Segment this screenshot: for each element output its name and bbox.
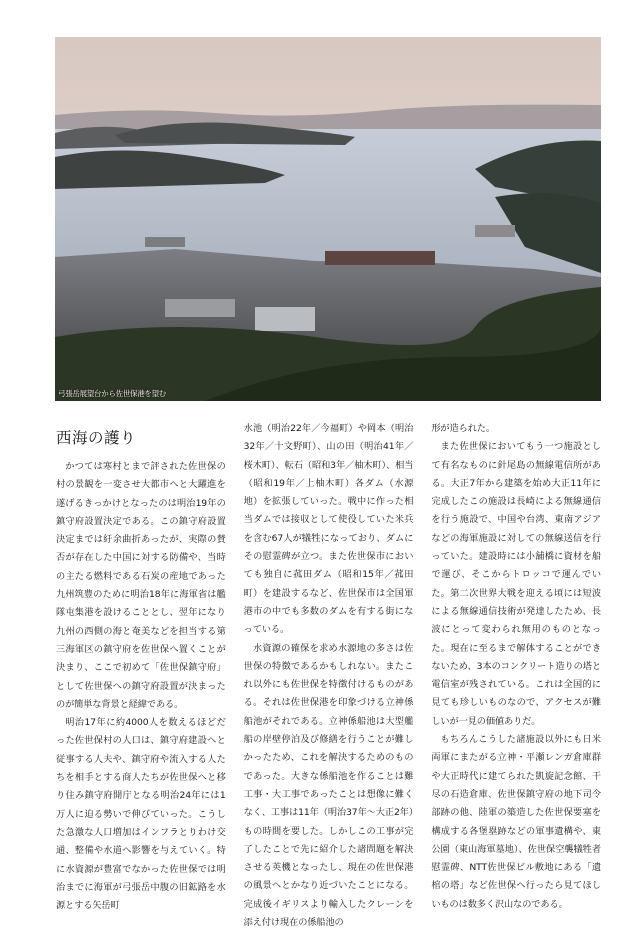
article-title: 西海の護り <box>56 429 137 447</box>
article-column-3 <box>431 420 602 910</box>
paragraph: 形が造られた。 <box>431 423 495 434</box>
paragraph: また佐世保においてもう一つ施設として有名なものに針尾島の無線電信所がある。大正7年から建築を始め大正11年に完成したこの施設は長崎による無線通信を行う施設で、中国や台湾、東南アジアなどの海軍施設に対しての無線送信を行っていた。建設時には小舗橋に資材を船で運び、そこからトロッコで運んでいた。第二次世界大戦を迎える頃には短波による無線通信技術が発達したため、長波にとって変わられ無用のものとなった。現在に至るまで解体することができないため、3本のコンクリート造りの塔と電信室が残されている。これは全国的に見ても珍しいものなので、アクセスが難しいが一見の価値ありだ。 <box>431 441 602 727</box>
paragraph: かつては寒村とまで評された佐世保の村の景観を一変させ大都市へと大躍進を遂げるきっかけとなったのは明治19年の鎮守府設置決定である。この鎮守府設置決定までは紆余曲折あったが、実際の賛否が存在した中国に対する防備や、当時の主たる燃料である石炭の産地であった九州筑豊のために明治18年に海軍省は艦隊屯集港を設けることとし、翌年になり九州の西側の海と奄美などを担当する第三海軍区の鎮守府を佐世保へ置くことが決まり、ここで初めて「佐世保鎮守府」として佐世保への鎮守府設置が決まったのが簡単な背景と経緯である。 <box>56 461 226 710</box>
article-column-2 <box>243 420 414 929</box>
paragraph: もちろんこうした諸施設以外にも日米両軍にまたがる立神・平瀬レンガ倉庫群や大正時代に建てられた凱旋記念館、干尽の石造倉庫、佐世保鎮守府の地下司令部跡の他、陸軍の築造した佐世保要塞を構成する各堡塁跡などの軍事遺構や、東公園（東山海軍墓地）、佐世保空襲犠牲者慰霊碑、NTT佐世保ビル敷地にある「遺棺の塔」など佐世保へ行ったら見てほしいものは数多く沢山なのである。 <box>431 734 602 910</box>
harbor-photo-illustration <box>55 37 601 401</box>
paragraph: 水池（明治22年／今福町）や岡本（明治32年／十文野町）、山の田（明治41年／桜木町）、転石（昭和3年／柚木町）、相当（昭和19年／上柚木町）各ダム（水源地）を拡張していった。戦中に作った相当ダムでは接収として使役していた米兵を含む67人が犠牲になっており、ダムにその慰霊碑が立つ。また佐世保市においても独自に菰田ダム（昭和15年／菰田町）を建設するなど、佐世保市は全国軍港市の中でも多数のダムを有する街になっている。 <box>243 423 414 636</box>
paragraph: 明治17年に約4000人を数えるほどだった佐世保村の人口は、鎮守府建設へと従事する人夫や、鎮守府や流入する人たちを相手とする商人たちが佐世保へと移り住み鎮守府開庁となる明治24年には1万人に迫る勢いで伸びていった。こうした急激な人口増加はインフラとりわけ交通、整備や水道へ影響を与えていく。特に水資源が豊富でなかった佐世保では明治までに海軍が弓張岳中腹の旧鉱路を水源とする矢岳町 <box>56 717 226 912</box>
article-body <box>56 420 602 929</box>
photo-caption: 弓張岳展望台から佐世保港を望む <box>58 389 166 398</box>
harbor-photo <box>55 37 601 401</box>
paragraph: 水資源の確保を求め水源地の多さは佐世保の特徴であるかもしれない。またこれ以外にも佐世保を特徴付けるものがある。それは佐世保港を印象づける立神係船池がそれである。立神係船池は大型艦船の岸壁停泊及び修繕を行うことが難しかったため、これを解決するためのものであった。大きな係船池を作ることは難工事・大工事であったことは想像に難くなく、工事は11年（明治37年〜大正2年）もの時間を要した。しかしこの工事が完了したことで先に紹介した諸問題を解決させる英機となったし、現在の佐世保港の風景へとかなり近づいたことになる。完成後イギリスより輸入したクレーンを添え付け現在の係船池の <box>243 642 414 929</box>
article-column-1 <box>56 420 226 912</box>
